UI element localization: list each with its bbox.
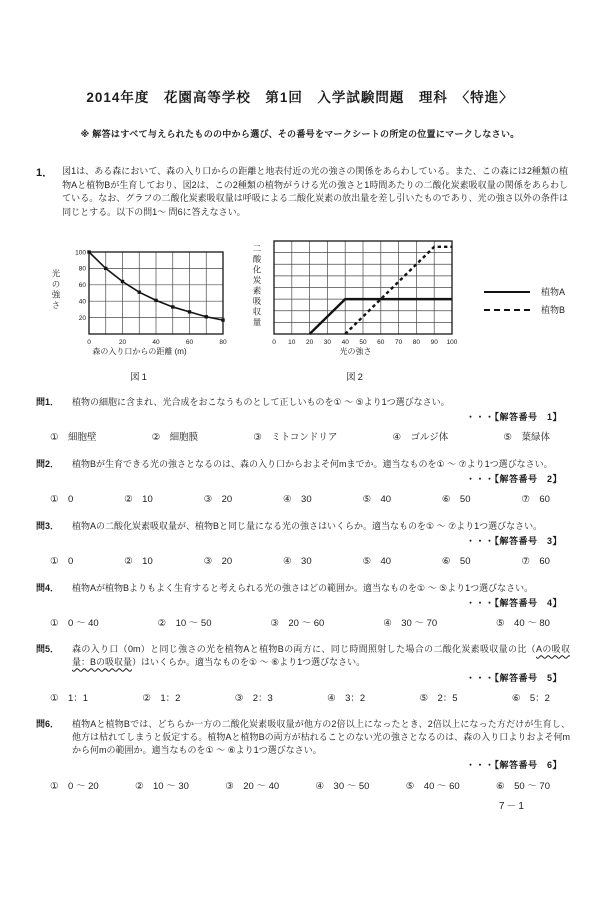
question-3-label: 問3． [36, 520, 60, 531]
option: ⑤ 40 [362, 493, 392, 505]
option: ⑤ 2：5 [419, 692, 458, 704]
question-5-text-post: ）はいくらか。適当なものを① ～ ⑥より1つ選びなさい。 [132, 657, 366, 668]
answer-number-5: ・・・【解答番号 5】 [465, 672, 562, 683]
svg-text:100: 100 [446, 339, 458, 346]
question-1-label: 問1． [36, 397, 60, 407]
svg-text:30: 30 [323, 339, 332, 346]
svg-text:0: 0 [272, 339, 276, 346]
svg-text:20: 20 [305, 339, 314, 346]
option: ② 10 [124, 493, 153, 505]
figures-row [50, 235, 600, 383]
svg-text:50: 50 [359, 339, 367, 346]
option: ① 細胞壁 [50, 432, 97, 444]
option: ③ 20 ～ 60 [270, 617, 325, 629]
dashed-line-sample [484, 309, 530, 311]
question-2-label: 問2． [36, 458, 60, 469]
option: ③ 20 ～ 40 [225, 780, 280, 792]
figure-1-plot-row [50, 247, 229, 347]
option: ② 10 ～ 50 [157, 617, 212, 629]
figure-2 [251, 235, 460, 383]
question-5-head [36, 643, 570, 669]
question-6-text-pre: 植物Aと植物Bでは、どちらか一方の二酸化炭素吸収量が他方の2倍以上になったとき、2倍以上になった方だけが生育し、他方は枯れてしまうと仮定する。植物Aと植物Bの両方が枯れることのない光の強さとなるのは、森の入り口よりおよそ何mから何mの範囲か。適当なものを① ～ ⑥より1つ選びなさい。 [72, 719, 570, 756]
option: ① 0 ～ 40 [50, 617, 99, 629]
question-4-text [72, 582, 570, 595]
option: ⑥ 5：2 [511, 692, 550, 704]
svg-text:0: 0 [87, 339, 91, 346]
question1-intro-text: 図1は、ある森において、森の入り口からの距離と地表付近の光の強さの関係をあらわしている。また、この森には2種類の植物Aと植物Bが生育しており、図2は、この2種類の植物がうける光の強さと1時間あたりの二酸化炭素吸収量の関係をあらわしている。なお、グラフの二酸化炭素吸収量は呼吸による二酸化炭素の放出量を差し引いたものであり、光の強さ以外の条件は同じとする。以下の問1～ 問6に答えなさい。 [62, 166, 568, 217]
option: ② 細胞膜 [151, 432, 199, 444]
question-6-label: 問6． [36, 719, 60, 730]
question-block-1 [36, 396, 570, 445]
legend-label-plant-a: 植物A [541, 287, 566, 297]
svg-text:80: 80 [219, 339, 227, 346]
options-row-5 [50, 692, 550, 706]
question-6-head [36, 718, 570, 757]
option: ④ 30 ～ 70 [383, 617, 438, 629]
option: ① 0 [50, 493, 74, 505]
svg-text:20: 20 [118, 339, 127, 346]
legend-item-plant-b [484, 303, 565, 316]
option: ⑥ 50 [441, 555, 471, 567]
legend-label-plant-b: 植物B [541, 305, 566, 315]
svg-text:40: 40 [341, 339, 349, 346]
question-3-text [72, 520, 570, 533]
option: ⑦ 60 [521, 555, 550, 567]
question-1-head [36, 396, 570, 409]
question-block-3 [36, 520, 570, 569]
svg-text:20: 20 [78, 314, 86, 322]
svg-text:40: 40 [78, 298, 86, 306]
option: ⑤ 葉緑体 [503, 432, 550, 444]
option: ③ ミトコンドリア [253, 432, 338, 444]
option: ③ 2：3 [234, 692, 273, 704]
question-1-text-pre: 植物の細胞に含まれ、光合成をおこなうものとして正しいものを① ～ ⑤より1つ選びなさい。 [72, 397, 450, 407]
question-2-head [36, 458, 570, 471]
question-5-label: 問5． [36, 644, 60, 655]
option: ④ 30 [283, 493, 312, 505]
option: ③ 20 [203, 555, 233, 567]
page-title: 2014年度 花園高等学校 第1回 入学試験問題 理科 〈特進〉 [86, 90, 514, 105]
option: ⑥ 50 ～ 70 [496, 780, 550, 792]
question-block-5 [36, 643, 570, 705]
option: ② 10 ～ 30 [134, 780, 189, 792]
options-row-2 [50, 493, 550, 507]
options-row-6 [50, 780, 550, 794]
figure-1-chart [63, 247, 229, 347]
option: ② 10 [124, 555, 153, 567]
question-6-text [72, 718, 570, 757]
figure-1-y-axis-label: 光の強さ [51, 269, 61, 311]
figure-2-plot-row [251, 235, 460, 347]
question-5-text-underlined: Aの吸収量：Bの吸収量 [72, 644, 570, 668]
question-4-label: 問4． [36, 582, 60, 593]
question1-number: 1． [36, 167, 54, 179]
question-block-4 [36, 582, 570, 631]
chart-legend [484, 280, 565, 321]
question-4-text-pre: 植物Aが植物Bよりもよく生育すると考えられる光の強さはどの範囲か。適当なものを① ～ ⑤より1つ選びなさい。 [72, 582, 534, 593]
answer-number-2: ・・・【解答番号 2】 [465, 473, 562, 484]
svg-text:80: 80 [412, 339, 421, 346]
svg-text:90: 90 [430, 339, 438, 346]
answer-number-4: ・・・【解答番号 4】 [465, 597, 562, 608]
option: ② 1：2 [142, 692, 181, 704]
answer-number-1: ・・・【解答番号 1】 [465, 412, 562, 423]
legend-item-plant-a [484, 285, 565, 298]
options-row-1 [50, 431, 550, 445]
question-2-text [72, 458, 570, 471]
option: ① 1：1 [50, 692, 89, 704]
question-1-text [72, 396, 570, 409]
option: ⑤ 40 [362, 555, 392, 567]
svg-text:100: 100 [75, 249, 86, 257]
svg-text:60: 60 [78, 282, 86, 290]
svg-text:40: 40 [152, 339, 160, 346]
figure-1-x-axis-label: 森の入り口からの距離 (m) [92, 347, 187, 356]
option: ⑤ 40 ～ 60 [405, 780, 460, 792]
option: ⑤ 40 ～ 80 [496, 617, 550, 629]
option: ⑥ 50 [441, 493, 471, 505]
answer-number-6: ・・・【解答番号 6】 [465, 760, 562, 771]
question-block-6 [36, 718, 570, 793]
page-number: 7－1 [498, 801, 526, 812]
figure-1-caption: 図1 [130, 372, 149, 383]
option: ① 0 [50, 555, 74, 567]
option: ④ 30 ～ 50 [315, 780, 370, 792]
option: ④ ゴルジ体 [392, 432, 449, 444]
question1-intro [36, 165, 568, 219]
question-5-text [72, 643, 570, 669]
svg-text:80: 80 [78, 265, 86, 273]
option: ⑦ 60 [521, 493, 550, 505]
svg-text:60: 60 [377, 339, 385, 346]
solid-line-sample [484, 291, 530, 293]
marking-instruction: ※ 解答はすべて与えられたものの中から選び、その番号をマークシートの所定の位置にマークしなさい。 [80, 129, 520, 139]
svg-text:10: 10 [288, 339, 296, 346]
question-3-head [36, 520, 570, 533]
question-block-2 [36, 458, 570, 507]
options-row-4 [50, 617, 550, 631]
figure-2-caption: 図2 [346, 372, 365, 383]
svg-text:70: 70 [394, 339, 403, 346]
option: ④ 3：2 [327, 692, 366, 704]
figure-2-x-axis-label: 光の強さ [339, 347, 372, 356]
question-2-text-pre: 植物Bが生育できる光の強さとなるのは、森の入り口からおよそ何mまでか。適当なものを① ～ ⑦より1つ選びなさい。 [72, 458, 553, 469]
options-row-3 [50, 555, 550, 569]
figure-2-y-axis-label: 二酸化炭素吸収量 [252, 244, 262, 328]
figure-1 [50, 247, 229, 383]
question-5-text-pre: 森の入り口（0m）と同じ強さの光を植物Aと植物Bの両方に、同じ時間照射した場合の二酸化炭素吸収量の比（ [72, 644, 536, 655]
option: ① 0 ～ 20 [50, 780, 99, 792]
svg-text:60: 60 [185, 339, 194, 346]
question-3-text-pre: 植物Aの二酸化炭素吸収量が、植物Bと同じ量になる光の強さはいくらか。適当なものを① ～ ⑦より1つ選びなさい。 [72, 520, 543, 531]
option: ④ 30 [283, 555, 312, 567]
question-4-head [36, 582, 570, 595]
figure-2-chart [264, 235, 460, 347]
option: ③ 20 [203, 493, 233, 505]
answer-number-3: ・・・【解答番号 3】 [465, 535, 562, 546]
